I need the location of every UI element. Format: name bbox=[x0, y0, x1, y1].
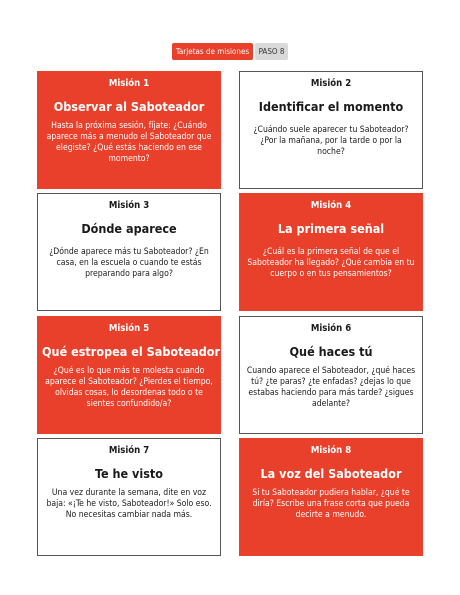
mission-body: Hasta la próxima sesión, fíjate: ¿Cuándo aparece más a menudo el Saboteador que elegiste? ¿Qué estás haciendo en ese momento? bbox=[46, 121, 212, 164]
mission-card-4 bbox=[239, 193, 423, 311]
mission-label: Misión 6 bbox=[310, 323, 352, 334]
mission-body: Si tu Saboteador pudiera hablar, ¿qué te diría? Escribe una frase corta que pueda decirte a menudo. bbox=[252, 488, 410, 520]
mission-body: ¿Cuándo suele aparecer tu Saboteador? ¿Por la mañana, por la tarde o por la noche? bbox=[253, 125, 409, 157]
page-header bbox=[0, 43, 460, 60]
mission-body: Cuando aparece el Saboteador, ¿qué haces tú? ¿te paras? ¿te enfadas? ¿dejas lo que estabas haciendo para más tarde? ¿sigues adelante? bbox=[246, 366, 416, 409]
mission-title: Te he visto bbox=[94, 466, 164, 481]
mission-card-2 bbox=[239, 71, 423, 189]
mission-label: Misión 8 bbox=[310, 445, 352, 456]
mission-card-7 bbox=[37, 438, 221, 556]
mission-title: Dónde aparece bbox=[81, 221, 177, 236]
mission-body: ¿Qué es lo que más te molesta cuando aparece el Saboteador? ¿Pierdes el tiempo, olvidas cosas, lo desordenas todo o te sientes confundido/a? bbox=[45, 366, 213, 409]
mission-title: La primera señal bbox=[277, 221, 385, 236]
section-label: Tarjetas de misiones bbox=[172, 43, 253, 60]
mission-card-3 bbox=[37, 193, 221, 311]
mission-body: Una vez durante la semana, dite en voz baja: «¡Te he visto, Saboteador!» Solo eso. No necesitas cambiar nada más. bbox=[46, 488, 212, 520]
mission-label: Misión 5 bbox=[108, 323, 150, 334]
mission-card-6 bbox=[239, 316, 423, 434]
mission-label: Misión 2 bbox=[310, 78, 352, 89]
mission-card-8 bbox=[239, 438, 423, 556]
mission-title: Observar al Saboteador bbox=[53, 99, 205, 114]
mission-body: ¿Dónde aparece más tu Saboteador? ¿En casa, en la escuela o cuando te estás preparando para algo? bbox=[49, 247, 209, 279]
mission-body: ¿Cuál es la primera señal de que el Saboteador ha llegado? ¿Qué cambia en tu cuerpo o en tus pensamientos? bbox=[247, 247, 415, 279]
mission-label: Misión 3 bbox=[108, 200, 150, 211]
mission-title: Qué haces tú bbox=[289, 344, 373, 359]
mission-label: Misión 7 bbox=[108, 445, 150, 456]
mission-card-5 bbox=[37, 316, 221, 434]
mission-label: Misión 1 bbox=[108, 78, 150, 89]
mission-label: Misión 4 bbox=[310, 200, 352, 211]
mission-title: La voz del Saboteador bbox=[260, 466, 402, 481]
mission-title: Qué estropea el Saboteador bbox=[42, 344, 221, 359]
mission-title: Identificar el momento bbox=[258, 99, 404, 114]
step-badge: PASO 8 bbox=[255, 43, 288, 60]
mission-card-1 bbox=[37, 71, 221, 189]
